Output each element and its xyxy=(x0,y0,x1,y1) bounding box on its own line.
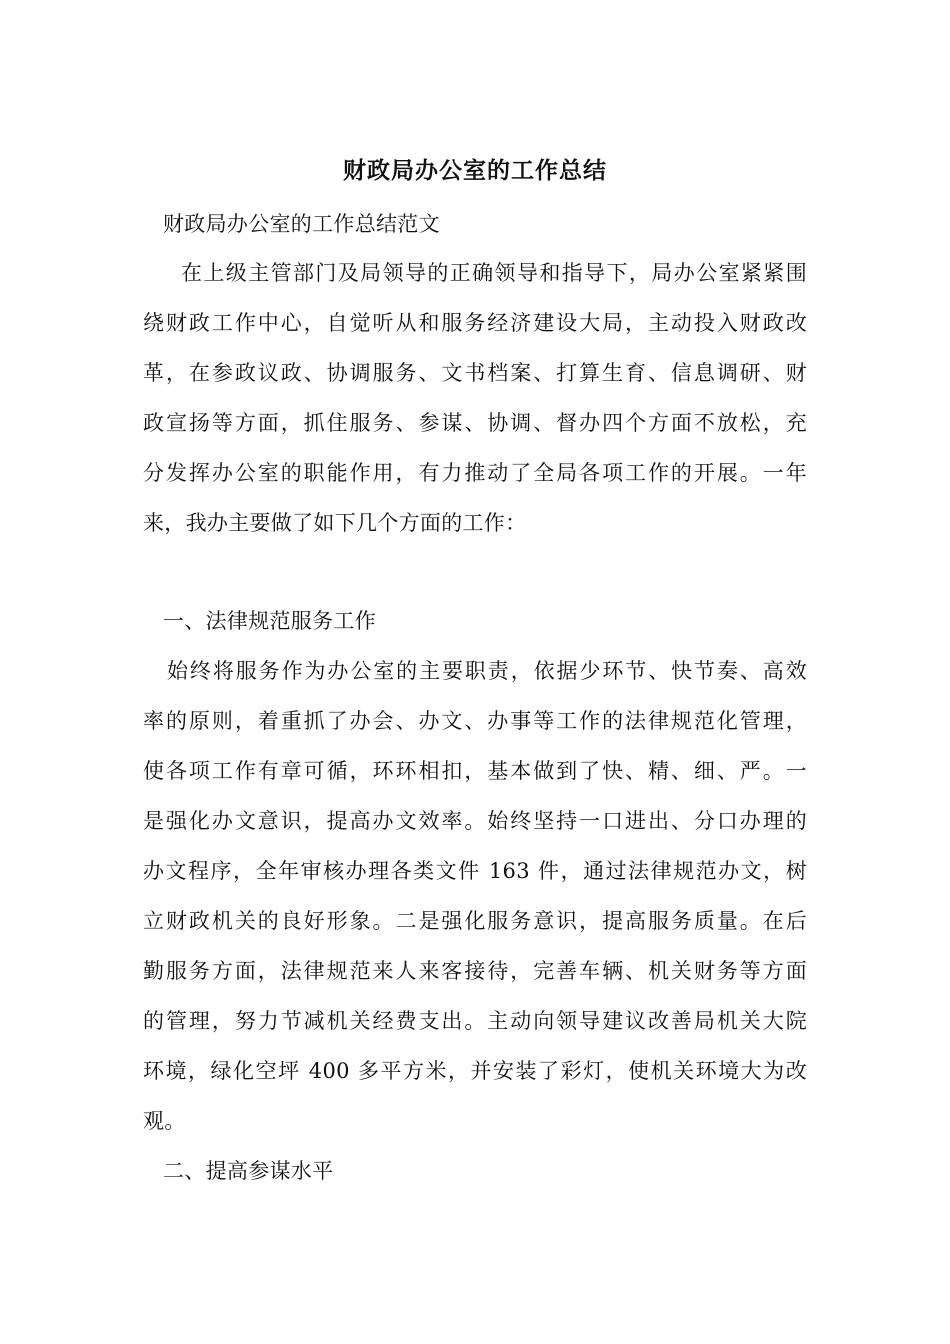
intro-line-2: 绕财政工作中心，自觉听从和服务经济建设大局，主动投入财政改 xyxy=(143,311,807,335)
document-subtitle: 财政局办公室的工作总结范文 xyxy=(163,212,440,236)
intro-line-4: 政宣扬等方面，抓住服务、参谋、协调、督办四个方面不放松，充 xyxy=(143,411,807,435)
section-1-heading: 一、法律规范服务工作 xyxy=(163,609,376,633)
section-1-line-3: 使各项工作有章可循，环环相扣，基本做到了快、精、细、严。一 xyxy=(143,759,807,783)
section-1-line-9: 环境，绿化空坪 400 多平方米，并安装了彩灯，使机关环境大为改 xyxy=(143,1059,807,1083)
document-title: 财政局办公室的工作总结 xyxy=(343,157,607,184)
intro-line-5: 分发挥办公室的职能作用，有力推动了全局各项工作的开展。一年 xyxy=(143,461,807,485)
section-1-line-6: 立财政机关的良好形象。二是强化服务意识，提高服务质量。在后 xyxy=(143,909,807,933)
intro-line-1: 在上级主管部门及局领导的正确领导和指导下，局办公室紧紧围 xyxy=(181,261,807,285)
section-1-line-8: 的管理，努力节减机关经费支出。主动向领导建议改善局机关大院 xyxy=(143,1009,807,1033)
section-1-line-2: 率的原则，着重抓了办会、办文、办事等工作的法律规范化管理， xyxy=(143,709,807,733)
intro-line-3: 革，在参政议政、协调服务、文书档案、打算生育、信息调研、财 xyxy=(143,361,807,385)
section-1-line-10: 观。 xyxy=(143,1109,186,1133)
section-1-line-5: 办文程序，全年审核办理各类文件 163 件，通过法律规范办文，树 xyxy=(143,859,807,883)
section-1-line-7: 勤服务方面，法律规范来人来客接待，完善车辆、机关财务等方面 xyxy=(143,959,807,983)
section-1-line-4: 是强化办文意识，提高办文效率。始终坚持一口进出、分口办理的 xyxy=(143,809,807,833)
section-2-heading: 二、提高参谋水平 xyxy=(163,1159,334,1183)
intro-line-6: 来，我办主要做了如下几个方面的工作： xyxy=(143,511,527,535)
section-1-line-1: 始终将服务作为办公室的主要职责，依据少环节、快节奏、高效 xyxy=(167,659,807,683)
